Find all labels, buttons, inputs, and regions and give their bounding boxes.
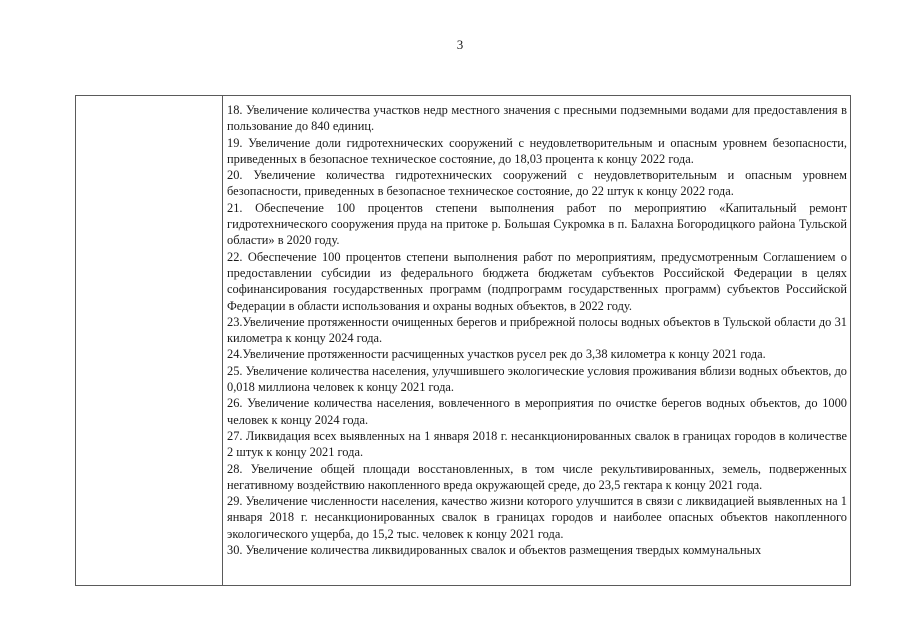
list-item: 27. Ликвидация всех выявленных на 1 января 2018 г. несанкционированных свалок в границах городов в количестве 2 штук к концу 2021 года.: [227, 428, 847, 460]
list-item: 22. Обеспечение 100 процентов степени выполнения работ по мероприятиям, предусмотренным Соглашением о предоставлении субсидии из федерального бюджета бюджетам субъектов Российской Федерации в целях софинансирования государственных программ (подпрограмм государственных программ) субъектов Российской Федерации в области использования и охраны водных объектов, в 2022 году.: [227, 249, 847, 313]
list-item: 30. Увеличение количества ликвидированных свалок и объектов размещения твердых коммунальных: [227, 543, 762, 558]
list-item: 28. Увеличение общей площади восстановленных, в том числе рекультивированных, земель, подверженных негативному воздействию накопленного вреда окружающей среде, до 23,5 гектара к концу 2021 года.: [227, 461, 847, 492]
table-left-column: [76, 96, 223, 585]
list-item: 26. Увеличение количества населения, вовлеченного в мероприятия по очистке берегов водных объектов, до 1000 человек к концу 2024 года.: [227, 396, 847, 427]
list-item: 18. Увеличение количества участков недр местного значения с пресными подземными водами для предоставления в пользование до 840 единиц.: [227, 103, 847, 134]
list-item: 29. Увеличение численности населения, качество жизни которого улучшится в связи с ликвидацией выявленных на 1 января 2018 г. несанкционированных свалок в границах городов и наиболее опасных объектов накопленного экологического ущерба, до 15,2 тыс. человек к концу 2021 года.: [227, 494, 847, 541]
list-item: 21. Обеспечение 100 процентов степени выполнения работ по мероприятию «Капитальный ремонт гидротехнического сооружения пруда на притоке р. Большая Сукромка в п. Балахна Богородицкого района Тульской области» в 2020 году.: [227, 200, 847, 248]
list-item: 23.Увеличение протяженности очищенных берегов и прибрежной полосы водных объектов в Тульской области до 31 километра к концу 2024 года.: [227, 314, 847, 346]
indicators-table: [75, 95, 851, 586]
list-item: 19. Увеличение доли гидротехнических сооружений с неудовлетворительным и опасным уровнем безопасности, приведенных в безопасное техническое состояние, до 18,03 процента к концу 2022 года.: [227, 135, 847, 166]
list-item: 24.Увеличение протяженности расчищенных участков русел рек до 3,38 километра к концу 2021 года.: [227, 347, 766, 362]
list-item: 25. Увеличение количества населения, улучшившего экологические условия проживания вблизи водных объектов, до 0,018 миллиона человек к концу 2021 года.: [227, 363, 847, 395]
indicators-list: [223, 96, 850, 585]
list-item: 20. Увеличение количества гидротехнических сооружений с неудовлетворительным и опасным уровнем безопасности, приведенных в безопасное техническое состояние, до 22 штук к концу 2022 года.: [227, 168, 847, 199]
page-number: 3: [456, 37, 464, 52]
